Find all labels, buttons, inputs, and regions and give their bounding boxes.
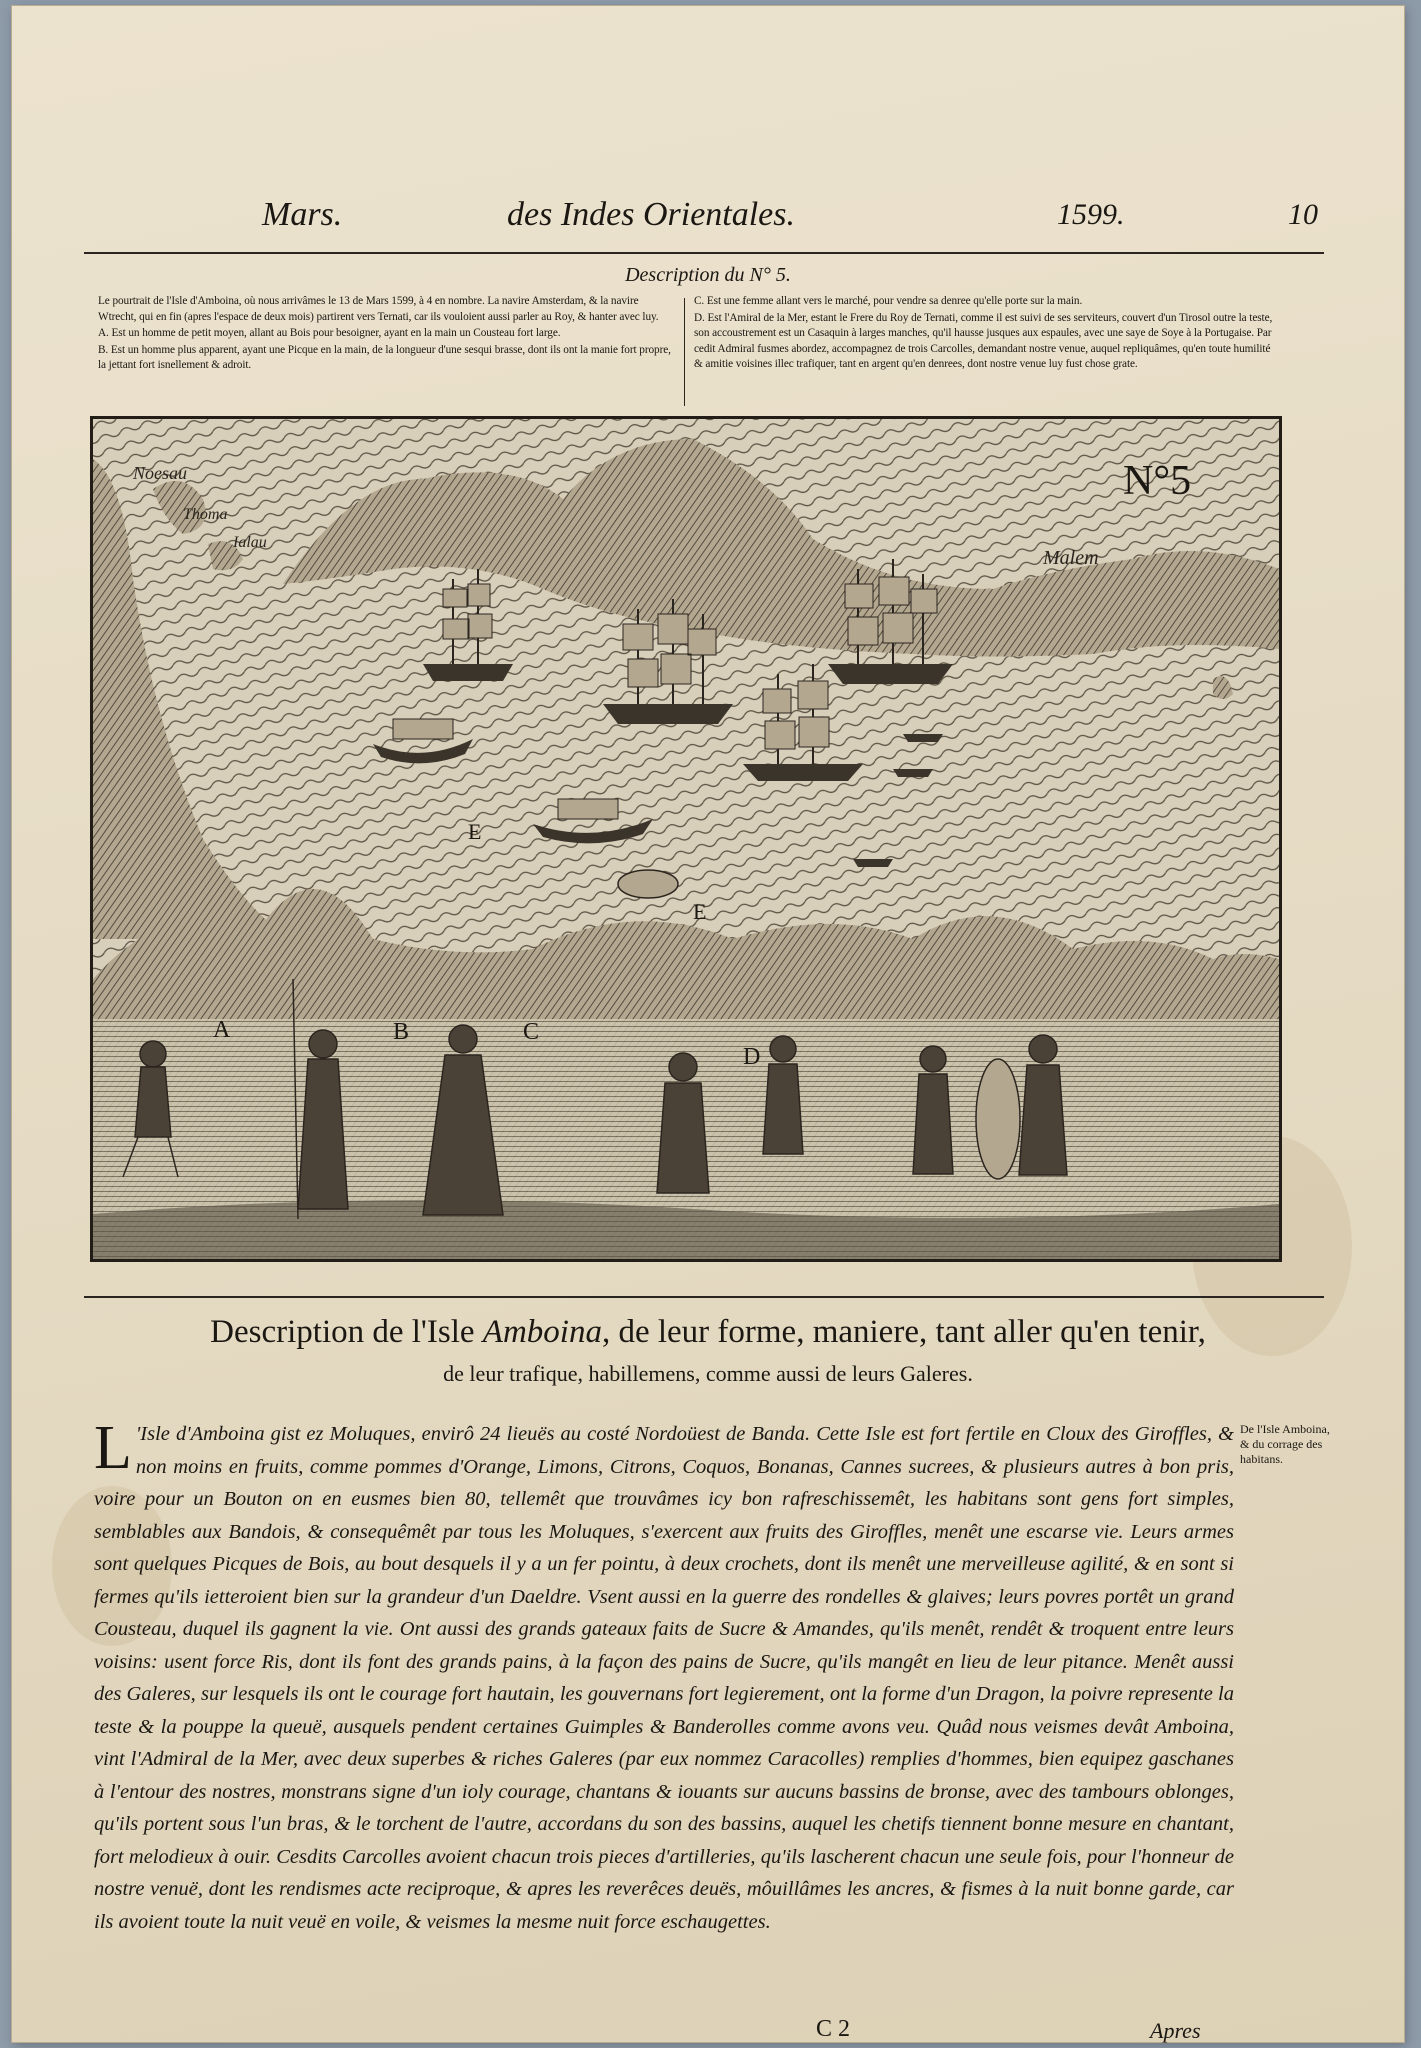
column-divider — [684, 298, 685, 406]
running-header — [262, 196, 1318, 242]
engraving-illustration — [93, 419, 1279, 1259]
description-paragraph: D. Est l'Amiral de la Mer, estant le Frere du Roy de Ternati, comme il est suivi de ses serviteurs, couvert d'un Tirosol outre la teste, son accoustrement est un Casaquin à larges manches, qu'il hausse jusques aux espaules, avec une saye de Soye à la Portugaise. Par cedit Admiral fusmes abordez, accompagnez de trois Carcolles, demandant nostre venue, auquel repliquâmes, qu'en toute humilité & amitie voisines illec trafiquer, tant en argent qu'en denrees, dont nostre venue luy fust chose grate. — [694, 311, 1273, 370]
title-emphasis: Amboina — [482, 1314, 602, 1350]
place-label: Ialau — [233, 534, 267, 551]
description-paragraph: B. Est un homme plus apparent, ayant une Picque en la main, de la longueur d'une sesqui brasse, dont ils ont la manie fort propre, la jettant fort isnellement & adroit. — [98, 343, 671, 371]
header-title: des Indes Orientales. — [507, 196, 796, 233]
plate-description-left — [98, 294, 674, 375]
signature-mark: C 2 — [816, 2016, 851, 2042]
body-text: 'Isle d'Amboina gist ez Moluques, envirô 24 lieuës au costé Nordoüest de Banda. Cette Isle est fort fertile en Cloux des Giroffles, & non moins en fruits, comme pommes d'Orange, Limons, Citrons, Coquos, Bonanas, Cannes sucrees, & plusieurs autres à bon pris, voire pour un Bouton on en eusmes bien 80, tellemêt que trouvâmes icy bon rafreschissemêt, les habitans sont gens fort simples, semblables aux Bandois, & consequêmêt par tous les Moluques, s'exercent aux fruits des Giroffles, menêt une escarse vie. Leurs armes sont quelques Picques de Bois, au bout desquels il y a un fer pointu, à deux crochets, dont ils menêt une merveilleuse agilité, & en sont si fermes qu'ils ietteroient bien sur la grandeur d'un Daeldre. Vsent aussi en la guerre des rondelles & glaives; leurs povres portêt un grand Cousteau, duquel ils gagnent la vie. Ont aussi des grands gateaux faits de Sucre & Amandes, qu'ils menêt, rendêt & troquent entre leurs voisins: usent force Ris, dont ils font des grands pains, à la façon des pains de Sucre, qu'ils mangêt en lieu de leur pitance. Menêt aussi des Galeres, sur lesquels ils ont le courage fort hautain, les gouvernans fort legierement, ont la forme d'un Dragon, la poivre represente la teste & la pouppe la queuë, ausquels pendent certaines Guimples & Banderolles comme avons veu. Quâd nous veismes devât Amboina, vint l'Admiral de la Mer, avec deux superbes & riches Galeres (par eux nommez Caracolles) remplies d'hommes, bien equipez gaschanes à l'entour des nostres, monstrans signe d'un ioly courage, chantans & iouants sur aucuns bassins de bronse, avec des tambours oblonges, qu'ils portent sous l'un bras, & le torchent de l'autre, accordans du son des bassins, auquel les chetifs tiennent bonne mesure en chantant, fort melodieux à ouir. Cesdits Carcolles avoient chacun trois pieces d'artilleries, qu'ils lascherent chacun une seule fois, pour l'honneur de nostre venuë, dont les rendismes acte reciproque, & apres les reverêces deuës, môuillâmes les ancres, & fismes à la nuit bonne garde, car ils avoient toute la nuit veuë en voile, & veismes la mesme nuit force eschaugettes. — [94, 1423, 1234, 1933]
book-page — [12, 6, 1404, 2042]
engraving-plate — [90, 416, 1282, 1262]
figure-letter: C — [523, 1019, 540, 1045]
description-paragraph: C. Est une femme allant vers le marché, pour vendre sa denree qu'elle porte sur la main. — [694, 295, 1083, 307]
title-part: Description de l'Isle — [210, 1314, 483, 1350]
place-label: Malem — [1043, 547, 1099, 569]
description-paragraph: Le pourtrait de l'Isle d'Amboina, où nous arrivâmes le 13 de Mars 1599, à 4 en nombre. La navire Amsterdam, & la navire Wtrecht, qui en fin (apres l'espace de deux mois) partirent vers Ternati, car ils vouloient aussi parler au Roy, & hanter avec luy. — [98, 295, 659, 323]
section-subtitle: de leur trafique, habillemens, comme aussi de leurs Galeres. — [443, 1361, 973, 1386]
header-month: Mars. — [262, 196, 343, 233]
drop-initial: L — [94, 1414, 132, 1482]
figure-letter: E — [693, 899, 707, 924]
figure-letter: E — [468, 819, 482, 844]
plate-description-right — [694, 294, 1274, 374]
figure-letter: D — [743, 1044, 761, 1070]
plate-number-label: N°5 — [1123, 458, 1192, 504]
figure-letter: A — [213, 1017, 231, 1043]
header-rule — [84, 252, 1324, 254]
title-part: , de leur forme, maniere, tant aller qu'en tenir, — [601, 1314, 1206, 1350]
place-label: Noesau — [133, 463, 187, 483]
catchword: Apres — [1150, 2018, 1201, 2043]
section-title — [12, 1314, 1404, 1351]
description-paragraph: A. Est un homme de petit moyen, allant au Bois pour besoigner, ayant en la main un Cousteau fort large. — [98, 327, 561, 339]
page-number: 10 — [1288, 198, 1318, 231]
body-paragraph — [94, 1414, 1234, 1938]
header-year: 1599. — [1057, 198, 1125, 231]
plate-description-title: Description du N° 5. — [625, 264, 791, 286]
section-rule — [84, 1296, 1324, 1298]
figure-letter: B — [393, 1019, 410, 1045]
margin-note: De l'Isle Amboina, & du corrage des habitans. — [1240, 1422, 1330, 1466]
place-label: Thoma — [183, 506, 228, 523]
